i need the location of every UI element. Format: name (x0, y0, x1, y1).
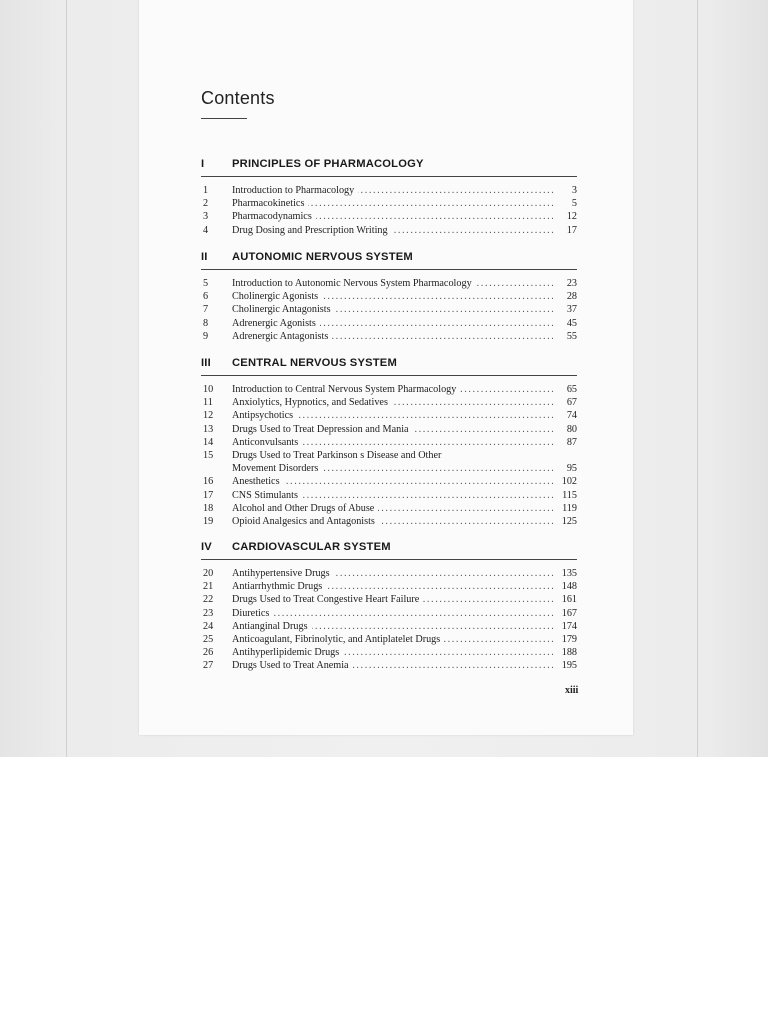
section-heading (201, 541, 577, 560)
section-central-nervous-system (201, 357, 577, 528)
chapter-title-text: Drugs Used to Treat Depression and Mania (232, 424, 413, 435)
chapter-page: 95 (563, 462, 577, 475)
chapter-title-text: Adrenergic Agonists (232, 318, 320, 329)
dot-leader (232, 607, 553, 620)
chapter-title-text: Pharmacodynamics (232, 211, 316, 222)
chapter-number: 19 (203, 515, 214, 527)
chapter-page: 28 (563, 290, 577, 303)
chapter-title-text: Drugs Used to Treat Parkinson s Disease and Other (232, 450, 445, 461)
chapter-title (232, 224, 392, 237)
chapter-title (232, 383, 460, 396)
chapter-entry (201, 646, 577, 659)
chapter-title-text: Diuretics (232, 608, 273, 619)
chapter-title-text: Antihypertensive Drugs (232, 568, 334, 579)
chapter-page: 23 (563, 277, 577, 290)
section-numeral: I (201, 158, 205, 170)
chapter-entry (201, 515, 577, 528)
chapter-entry (201, 224, 577, 237)
chapter-title (232, 502, 378, 515)
page-folio: xiii (565, 685, 579, 696)
chapter-title-text: Cholinergic Antagonists (232, 304, 335, 315)
chapter-title (232, 317, 320, 330)
contents-heading: Contents (201, 88, 275, 108)
chapter-title (232, 409, 297, 422)
heading-rule (201, 118, 247, 119)
chapter-entry (201, 607, 577, 620)
chapter-list (201, 567, 577, 673)
chapter-number: 8 (203, 317, 209, 329)
chapter-title-text: Introduction to Pharmacology (232, 185, 358, 196)
chapter-entry (201, 449, 577, 462)
chapter-entry (201, 330, 577, 343)
chapter-title-text: Anxiolytics, Hypnotics, and Sedatives (232, 397, 392, 408)
chapter-entry (201, 593, 577, 606)
chapter-title-text: Adrenergic Antagonists (232, 331, 332, 342)
chapter-title-text: Drug Dosing and Prescription Writing (232, 225, 392, 236)
section-numeral: III (201, 357, 211, 369)
chapter-title-text: Antipsychotics (232, 410, 297, 421)
chapter-title-text: Movement Disorders (232, 463, 322, 474)
chapter-title-text: Drugs Used to Treat Congestive Heart Failure (232, 594, 423, 605)
chapter-title-text: Antiarrhythmic Drugs (232, 581, 326, 592)
chapter-title-text: Anticonvulsants (232, 437, 302, 448)
chapter-number: 9 (203, 330, 209, 342)
chapter-title-text: Introduction to Central Nervous System Pharmacology (232, 384, 460, 395)
section-heading (201, 251, 577, 270)
chapter-title (232, 449, 445, 462)
chapter-number: 2 (203, 198, 209, 210)
chapter-title (232, 475, 284, 488)
chapter-entry (201, 620, 577, 633)
chapter-number: 17 (203, 489, 214, 501)
chapter-title-text: Introduction to Autonomic Nervous System Pharmacology (232, 278, 476, 289)
chapter-title (232, 515, 379, 528)
chapter-title (232, 620, 312, 633)
chapter-page: 179 (558, 633, 577, 646)
chapter-number: 5 (203, 278, 209, 289)
chapter-title (232, 330, 332, 343)
chapter-title (232, 436, 302, 449)
chapter-entry (201, 210, 577, 223)
chapter-page: 115 (558, 489, 577, 502)
section-title: PRINCIPLES OF PHARMACOLOGY (232, 158, 424, 170)
chapter-number: 1 (203, 185, 209, 196)
chapter-title-text: Pharmacokinetics (232, 198, 308, 209)
chapter-page: 102 (558, 475, 577, 488)
chapter-number: 10 (203, 384, 214, 395)
chapter-page: 80 (563, 423, 577, 436)
chapter-title (232, 423, 413, 436)
chapter-page: 74 (563, 409, 577, 422)
chapter-number: 6 (203, 291, 209, 303)
chapter-page: 12 (563, 210, 577, 223)
chapter-entry (201, 383, 577, 396)
chapter-number: 3 (203, 211, 209, 223)
chapter-title (232, 633, 444, 646)
chapter-page: 148 (558, 580, 577, 593)
chapter-title (232, 210, 316, 223)
chapter-page: 195 (558, 659, 577, 672)
chapter-page: 87 (563, 436, 577, 449)
chapter-page: 135 (558, 567, 577, 580)
chapter-title-text: Opioid Analgesics and Antagonists (232, 516, 379, 527)
chapter-title (232, 184, 358, 197)
scan-edge-line (66, 0, 67, 757)
chapter-number: 22 (203, 594, 214, 606)
chapter-page: 55 (563, 330, 577, 343)
chapter-title-text: Antihyperlipidemic Drugs (232, 647, 343, 658)
section-cardiovascular-system (201, 541, 577, 673)
chapter-number: 23 (203, 607, 214, 619)
chapter-title-text: Antianginal Drugs (232, 621, 312, 632)
chapter-title-text: Cholinergic Agonists (232, 291, 322, 302)
chapter-page: 67 (563, 396, 577, 409)
chapter-number: 16 (203, 476, 214, 488)
chapter-title-text: Alcohol and Other Drugs of Abuse (232, 503, 378, 514)
section-title: CENTRAL NERVOUS SYSTEM (232, 357, 397, 369)
section-title: AUTONOMIC NERVOUS SYSTEM (232, 251, 413, 263)
section-title: CARDIOVASCULAR SYSTEM (232, 541, 391, 553)
chapter-title (232, 593, 423, 606)
chapter-number: 18 (203, 502, 214, 514)
section-principles-of-pharmacology (201, 158, 577, 237)
chapter-title-text: Anticoagulant, Fibrinolytic, and Antiplatelet Drugs (232, 634, 444, 645)
chapter-list (201, 277, 577, 343)
chapter-page: 17 (563, 224, 577, 237)
chapter-entry (201, 197, 577, 210)
chapter-page: 161 (558, 593, 577, 606)
chapter-page: 45 (563, 317, 577, 330)
chapter-entry (201, 409, 577, 422)
chapter-entry (201, 436, 577, 449)
chapter-title (232, 646, 343, 659)
chapter-page: 125 (558, 515, 577, 528)
chapter-entry (201, 659, 577, 672)
chapter-title (232, 567, 334, 580)
chapter-page: 37 (563, 303, 577, 316)
chapter-page: 65 (563, 383, 577, 396)
section-autonomic-nervous-system (201, 251, 577, 343)
section-numeral: II (201, 251, 208, 263)
chapter-entry-continued (201, 462, 577, 475)
chapter-title-text: CNS Stimulants (232, 490, 302, 501)
book-page (139, 0, 633, 735)
chapter-title (232, 277, 476, 290)
chapter-list (201, 184, 577, 237)
chapter-title-text: Drugs Used to Treat Anemia (232, 660, 353, 671)
chapter-page: 188 (558, 646, 577, 659)
chapter-title (232, 303, 335, 316)
chapter-title (232, 489, 302, 502)
chapter-number: 7 (203, 304, 209, 316)
chapter-entry (201, 277, 577, 290)
chapter-entry (201, 475, 577, 488)
chapter-number: 4 (203, 224, 209, 236)
chapter-title (232, 197, 308, 210)
chapter-number: 20 (203, 568, 214, 579)
chapter-page: 119 (558, 502, 577, 515)
chapter-entry (201, 502, 577, 515)
chapter-title (232, 580, 326, 593)
section-numeral: IV (201, 541, 212, 553)
chapter-entry (201, 567, 577, 580)
section-heading (201, 357, 577, 376)
chapter-number: 11 (203, 397, 213, 409)
section-heading (201, 158, 577, 177)
scan-edge-line (697, 0, 698, 757)
chapter-number: 12 (203, 410, 214, 422)
chapter-page: 5 (568, 197, 577, 210)
chapter-number: 15 (203, 449, 214, 461)
chapter-number: 24 (203, 620, 214, 632)
chapter-number: 14 (203, 436, 214, 448)
chapter-number: 21 (203, 581, 214, 593)
chapter-number: 26 (203, 647, 214, 659)
chapter-title (232, 607, 273, 620)
chapter-number: 13 (203, 423, 214, 435)
chapter-number: 25 (203, 633, 214, 645)
chapter-entry (201, 580, 577, 593)
chapter-entry (201, 303, 577, 316)
chapter-title (232, 290, 322, 303)
chapter-title (232, 396, 392, 409)
chapter-title-continued (232, 462, 322, 475)
chapter-list (201, 383, 577, 528)
chapter-entry (201, 423, 577, 436)
chapter-entry (201, 396, 577, 409)
chapter-entry (201, 489, 577, 502)
chapter-entry (201, 317, 577, 330)
chapter-page: 167 (558, 607, 577, 620)
chapter-number: 27 (203, 660, 214, 672)
chapter-entry (201, 290, 577, 303)
chapter-page: 3 (568, 184, 577, 197)
chapter-entry (201, 633, 577, 646)
chapter-entry (201, 184, 577, 197)
chapter-title-text: Anesthetics (232, 476, 284, 487)
chapter-title (232, 659, 353, 672)
chapter-page: 174 (558, 620, 577, 633)
